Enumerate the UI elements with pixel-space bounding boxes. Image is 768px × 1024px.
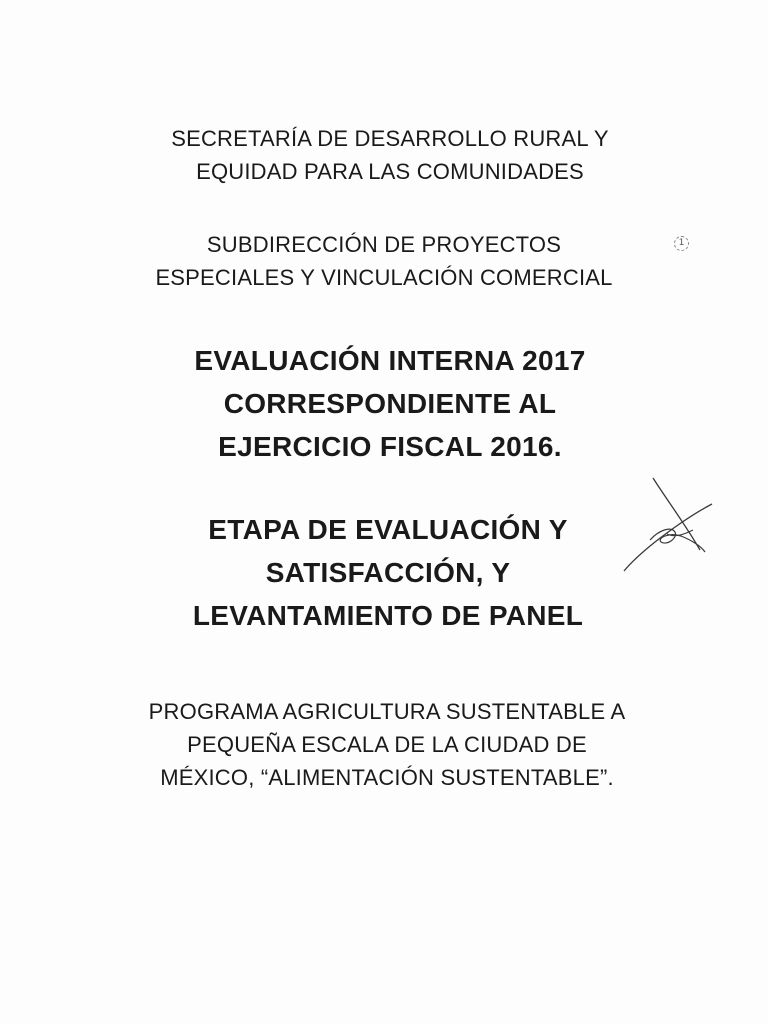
signature-stroke-3	[650, 529, 705, 552]
program-line-3: MÉXICO, “ALIMENTACIÓN SUSTENTABLE”.	[160, 765, 614, 790]
evaluation-title-line-3: EJERCICIO FISCAL 2016.	[218, 431, 562, 462]
institution-line-1: SECRETARÍA DE DESARROLLO RURAL Y	[171, 126, 609, 151]
evaluation-title-line-1: EVALUACIÓN INTERNA 2017	[194, 345, 586, 376]
subdivision-heading	[0, 228, 768, 294]
stage-title-line-1: ETAPA DE EVALUACIÓN Y	[208, 514, 568, 545]
evaluation-title-line-2: CORRESPONDIENTE AL	[223, 388, 557, 419]
subdivision-line-2: ESPECIALES Y VINCULACIÓN COMERCIAL	[155, 265, 613, 290]
subdivision-line-1: SUBDIRECCIÓN DE PROYECTOS	[206, 232, 562, 257]
institution-line-2: EQUIDAD PARA LAS COMUNIDADES	[196, 159, 584, 184]
signature-stroke-2	[624, 504, 712, 571]
stamp-number: 1	[674, 236, 689, 251]
evaluation-title	[6, 339, 768, 468]
institution-heading	[6, 122, 768, 188]
program-line-1: PROGRAMA AGRICULTURA SUSTENTABLE A	[148, 699, 626, 724]
stage-title-line-2: SATISFACCIÓN, Y	[265, 557, 511, 588]
program-line-2: PEQUEÑA ESCALA DE LA CIUDAD DE	[187, 732, 587, 757]
stage-title-line-3: LEVANTAMIENTO DE PANEL	[192, 600, 584, 631]
handwritten-signature	[615, 472, 720, 582]
program-name	[3, 695, 768, 794]
page-number-stamp	[674, 236, 689, 251]
